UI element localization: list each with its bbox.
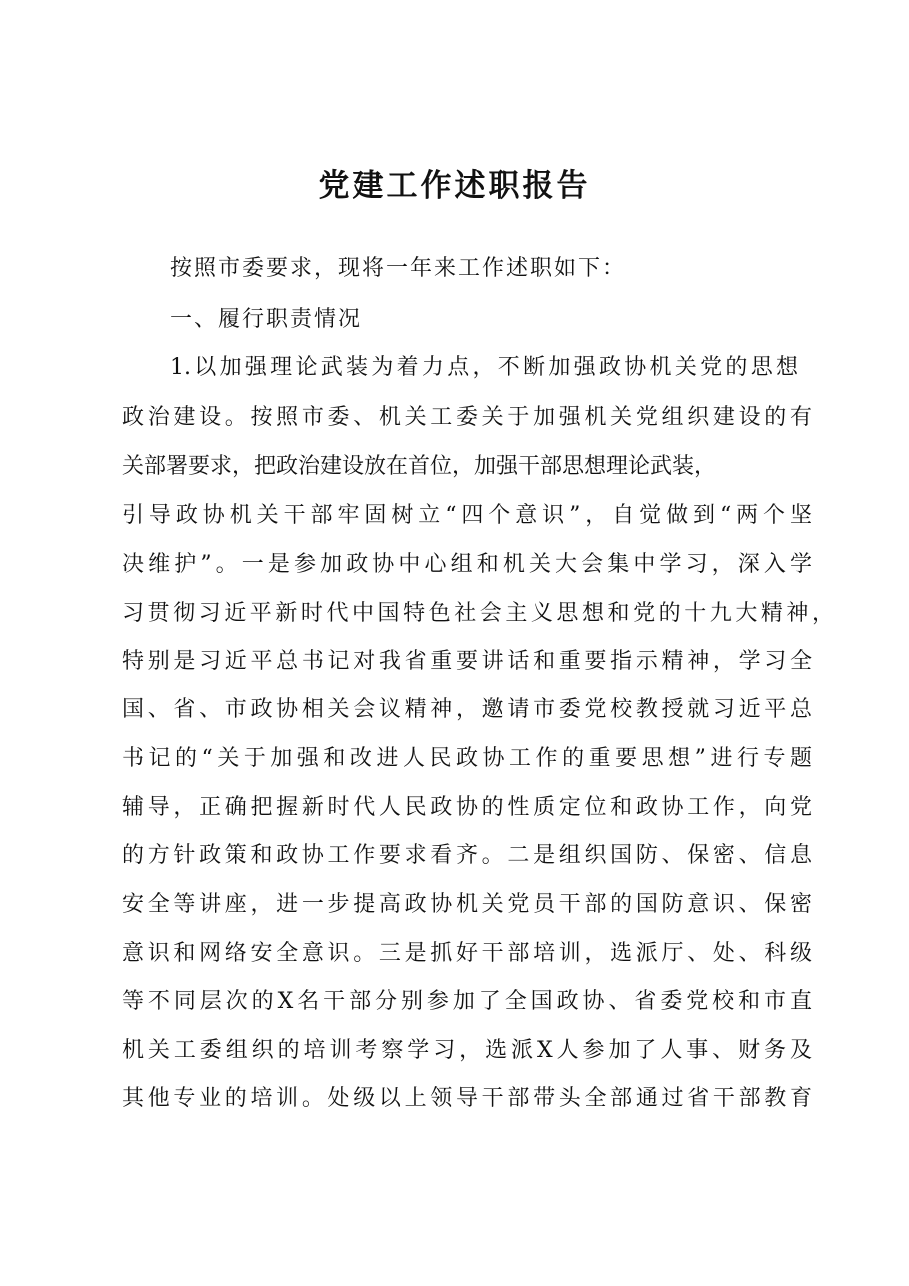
- paragraph-line: 特别是习近平总书记对我省重要讲话和重要指示精神，学习全: [122, 649, 812, 674]
- paragraph-line: 国、省、市政协相关会议精神，邀请市委党校教授就习近平总: [122, 697, 812, 722]
- paragraph-line: 关部署要求，把政治建设放在首位，加强干部思想理论武装，: [122, 454, 717, 479]
- paragraph-line: 的方针政策和政协工作要求看齐。二是组织国防、保密、信息: [122, 843, 812, 868]
- paragraph-line: 习贯彻习近平新时代中国特色社会主义思想和党的十九大精神，: [122, 601, 834, 626]
- paragraph-line: 等不同层次的X名干部分别参加了全国政协、省委党校和市直: [122, 989, 812, 1014]
- paragraph-line: 安全等讲座，进一步提高政协机关党员干部的国防意识、保密: [122, 892, 812, 917]
- paragraph-line: 其他专业的培训。处级以上领导干部带头全部通过省干部教育: [122, 1086, 812, 1111]
- paragraph-line: 意识和网络安全意识。三是抓好干部培训，选派厅、处、科级: [122, 941, 812, 966]
- paragraph-line: 书记的“关于加强和改进人民政协工作的重要思想”进行专题: [122, 746, 812, 771]
- document-title: 党建工作述职报告: [318, 168, 591, 204]
- paragraph-line: 政治建设。按照市委、机关工委关于加强机关党组织建设的有: [122, 405, 812, 430]
- section-heading: 一、履行职责情况: [170, 307, 363, 332]
- paragraph-line: 决维护”。一是参加政协中心组和机关大会集中学习，深入学: [122, 552, 812, 577]
- paragraph-line: 机关工委组织的培训考察学习，选派X人参加了人事、财务及: [122, 1038, 812, 1063]
- paragraph-line: 引导政协机关干部牢固树立“四个意识”，自觉做到“两个坚: [122, 503, 812, 528]
- paragraph-line: 辅导，正确把握新时代人民政协的性质定位和政协工作，向党: [122, 795, 812, 820]
- paragraph-line: 1.以加强理论武装为着力点，不断加强政协机关党的思想: [170, 355, 798, 380]
- intro-paragraph: 按照市委要求，现将一年来工作述职如下：: [170, 256, 627, 281]
